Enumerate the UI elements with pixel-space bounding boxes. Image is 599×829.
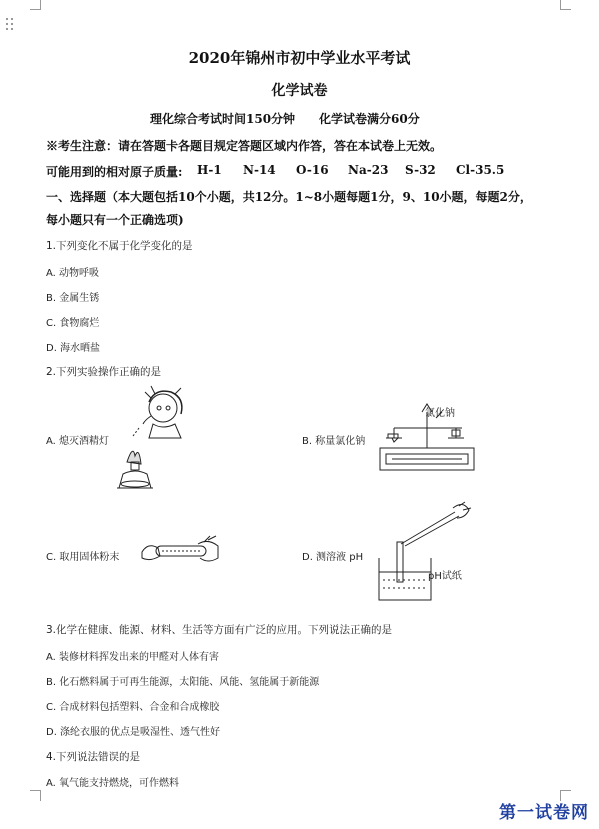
- question-3-option-a[interactable]: A. 装修材料挥发出来的甲醛对人体有害: [46, 652, 220, 663]
- question-2-option-d[interactable]: D. 测溶液 pH: [302, 552, 364, 563]
- ph-paper-label: pH试纸: [428, 571, 462, 582]
- question-3-option-b[interactable]: B. 化石燃料属于可再生能源，太阳能、风能、氢能属于新能源: [46, 677, 320, 688]
- question-1-option-d[interactable]: D. 海水晒盐: [46, 343, 101, 354]
- atomic-mass-cl: Cl-35.5: [456, 163, 505, 177]
- corner-mark-top-right: [560, 0, 571, 10]
- exam-info: 理化综合考试时间150分钟 化学试卷满分60分: [150, 112, 420, 126]
- atomic-mass-n: N-14: [243, 163, 276, 177]
- question-4-stem: 4.下列说法错误的是: [46, 751, 141, 763]
- question-3-option-d[interactable]: D. 涤纶衣服的优点是吸湿性、透气性好: [46, 727, 221, 738]
- atomic-mass-line: [46, 163, 182, 180]
- question-2-option-b[interactable]: B. 称量氯化钠: [302, 436, 366, 447]
- brand-watermark: 第一试卷网: [499, 803, 589, 823]
- question-1-stem: 1.下列变化不属于化学变化的是: [46, 240, 193, 252]
- atomic-mass-s: S-32: [405, 163, 436, 177]
- drag-grip-icon[interactable]: [6, 18, 14, 32]
- question-3-option-c[interactable]: C. 合成材料包括塑料、合金和合成橡胶: [46, 702, 220, 713]
- corner-mark-top-left: [30, 0, 41, 10]
- atomic-mass-o: O-16: [296, 163, 329, 177]
- exam-title: 2020年锦州市初中学业水平考试: [188, 49, 411, 67]
- question-2-option-a[interactable]: A. 熄灭酒精灯: [46, 436, 110, 447]
- question-3-stem: 3.化学在健康、能源、材料、生活等方面有广泛的应用。下列说法正确的是: [46, 624, 393, 636]
- section-heading-line2: 每小题只有一个正确选项): [46, 213, 184, 227]
- atomic-mass-h: H-1: [197, 163, 222, 177]
- question-1-option-b[interactable]: B. 金属生锈: [46, 293, 100, 304]
- question-2-stem: 2.下列实验操作正确的是: [46, 366, 162, 378]
- corner-mark-bottom-left: [30, 790, 41, 801]
- blowing-out-alcohol-lamp-figure: [105, 384, 195, 499]
- powder-tube-figure: [138, 530, 223, 570]
- atomic-mass-na: Na-23: [348, 163, 389, 177]
- atomic-mass-label: 可能用到的相对原子质量:: [46, 165, 183, 179]
- sodium-chloride-label: 氯化钠: [425, 408, 455, 419]
- question-2-option-c[interactable]: C. 取用固体粉末: [46, 552, 120, 563]
- question-1-option-a[interactable]: A. 动物呼吸: [46, 268, 100, 279]
- question-1-option-c[interactable]: C. 食物腐烂: [46, 318, 100, 329]
- question-4-option-a[interactable]: A. 氧气能支持燃烧，可作燃料: [46, 778, 180, 789]
- section-heading-line1: 一、选择题（本大题包括10个小题，共12分。1~8小题每题1分，9、10小题，每题2分，: [46, 190, 532, 204]
- exam-notice: ※考生注意：请在答题卡各题目规定答题区域内作答，答在本试卷上无效。: [46, 139, 443, 153]
- exam-subtitle: 化学试卷: [271, 83, 328, 99]
- ph-test-figure: [375, 500, 475, 605]
